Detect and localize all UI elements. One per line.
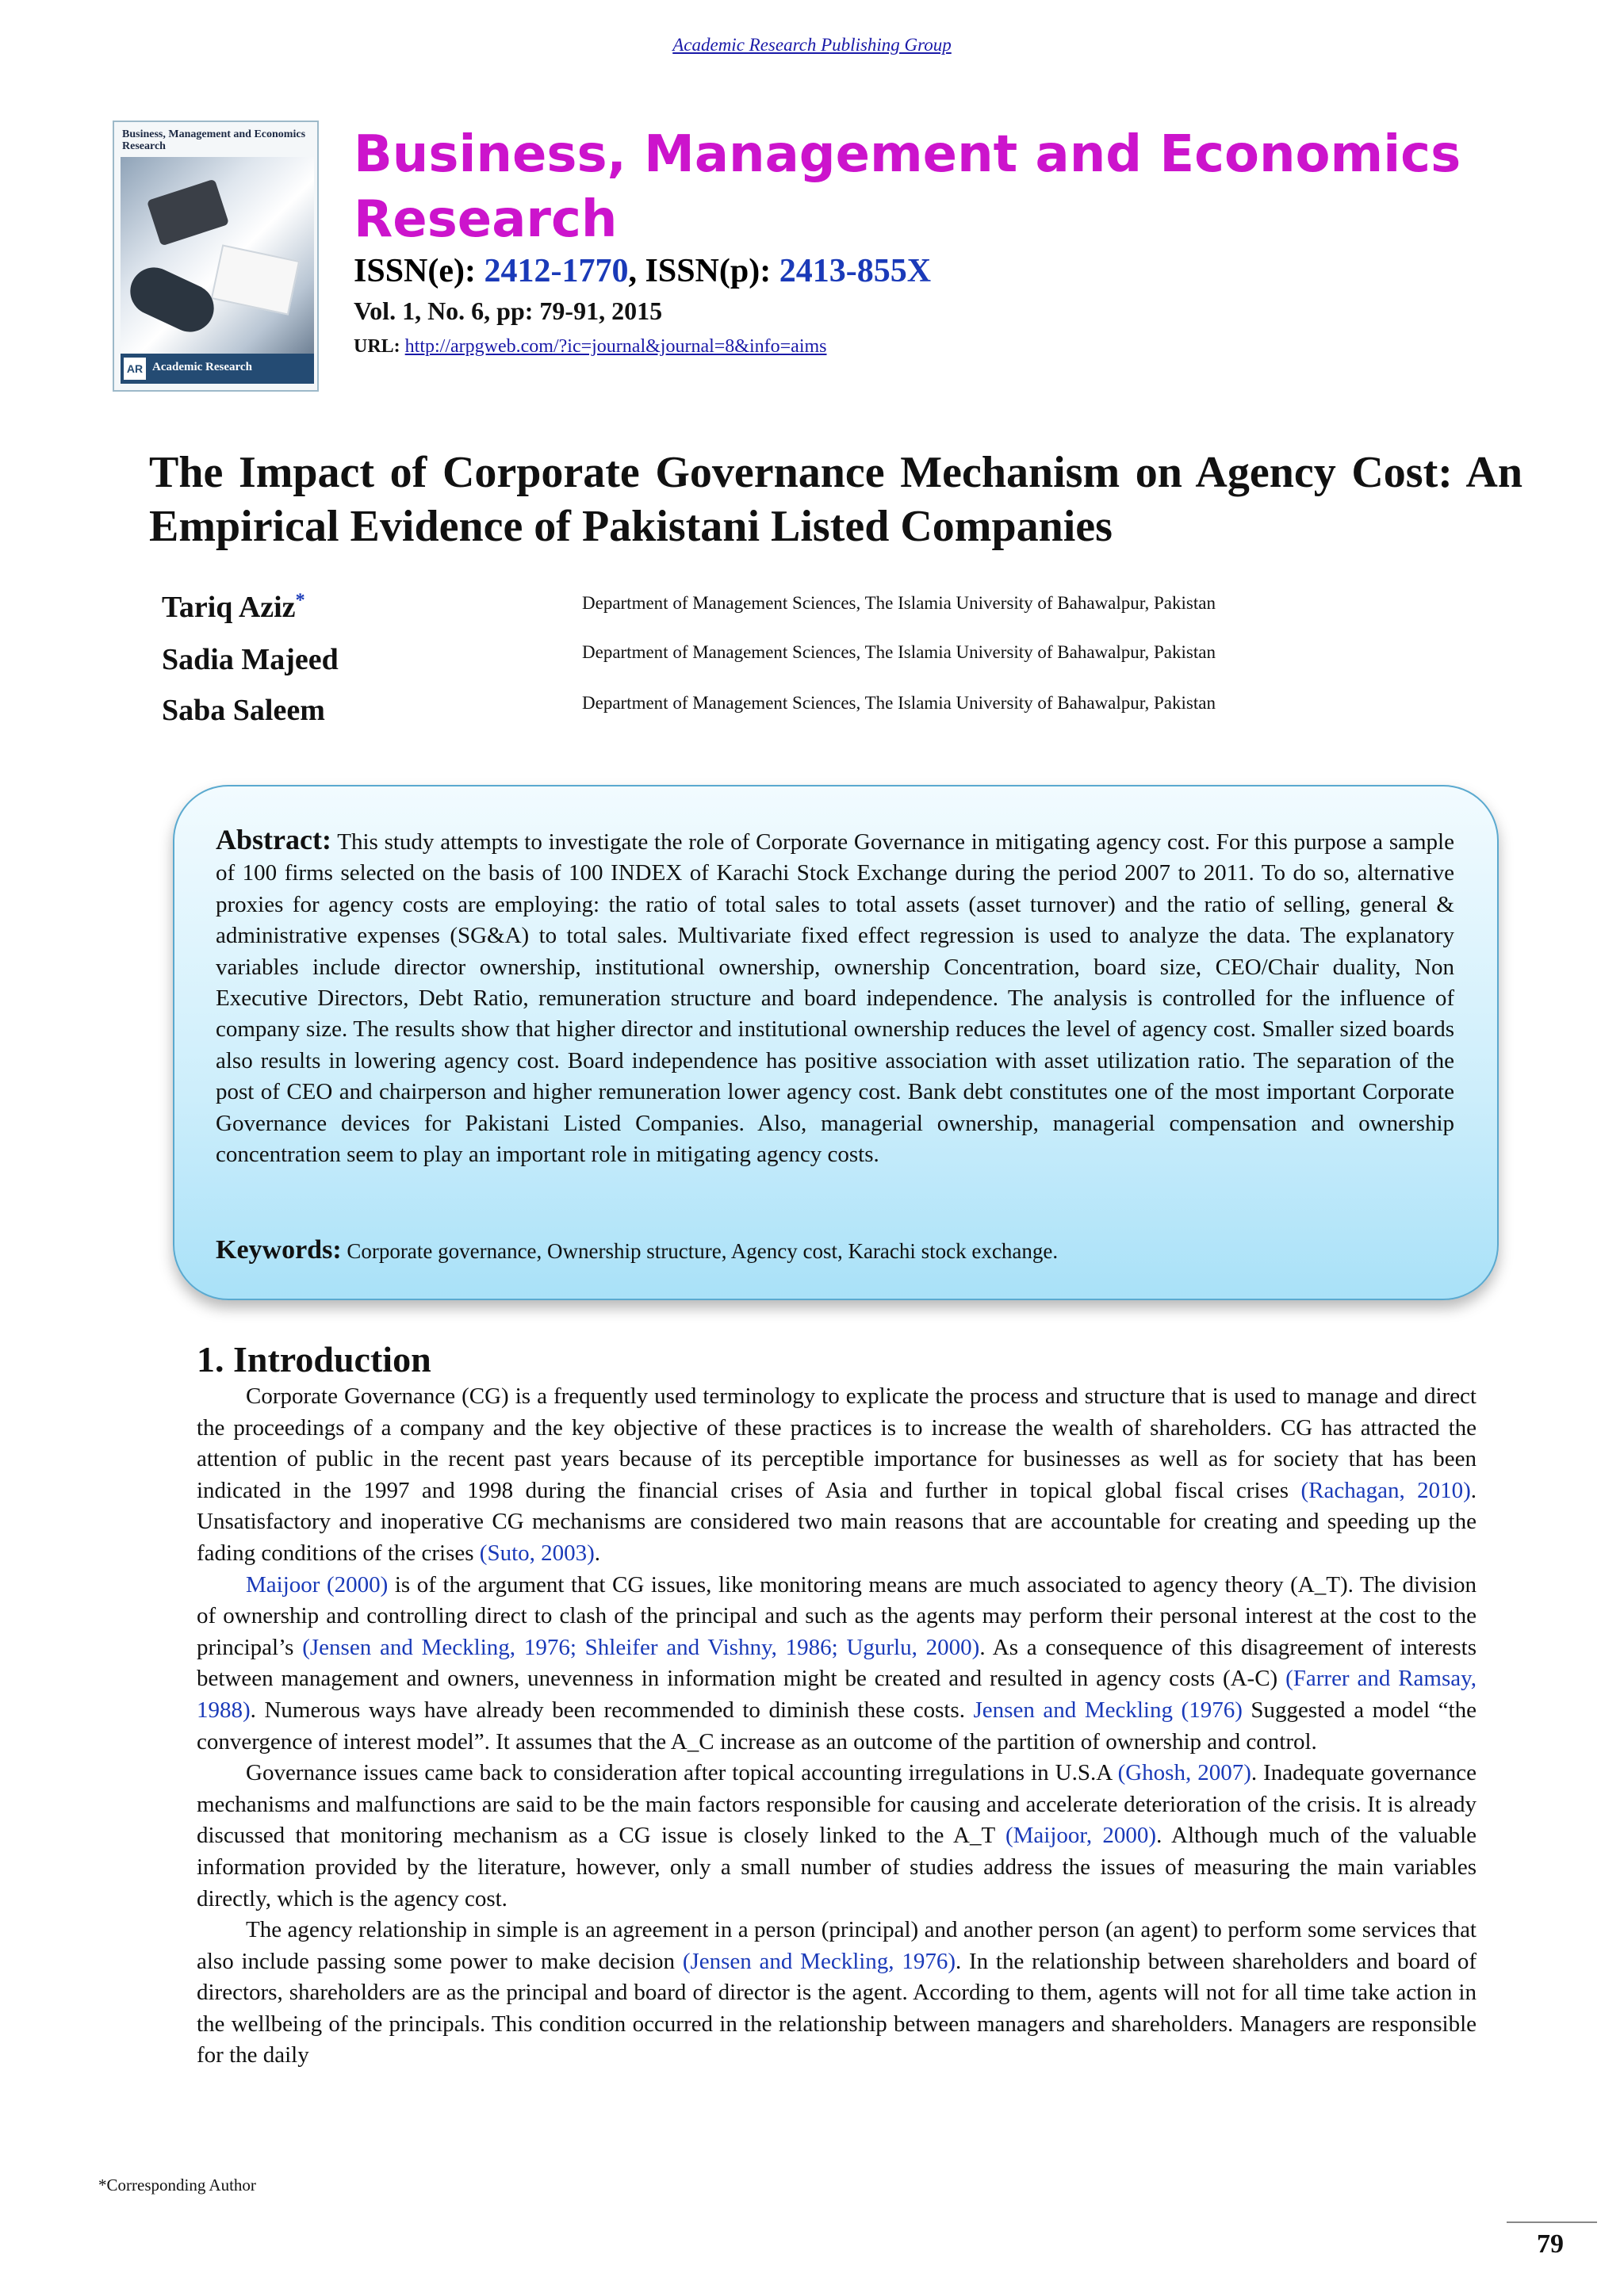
text: . Numerous ways have already been recommended to diminish these costs. <box>250 1697 974 1723</box>
journal-url-link[interactable]: http://arpgweb.com/?ic=journal&journal=8&info=aims <box>404 336 827 357</box>
publisher-link[interactable]: Academic Research Publishing Group <box>672 35 952 55</box>
abstract-body: This study attempts to investigate the role of Corporate Governance in mitigating agency cost. For this purpose a sample of 100 firms selected on the basis of 100 INDEX of Karachi Stock Exchange during the period 2007 to 2011. To do so, alternative proxies for agency costs are employing: the ratio of total sales to total assets (asset turnover) and the ratio of selling, general & administrative expenses (SG&A) to total sales. Multivariate fixed effect regression is used to analyze the data. The explanatory variables include director ownership, institutional ownership, ownership Concentration, board size, CEO/Chair duality, Non Executive Directors, Debt Ratio, remuneration structure and board independence. The analysis is controlled for the influence of company size. The results show that higher director and institutional ownership reduces the level of agency cost. Smaller sized boards also results in lowering agency cost. Board independence has positive association with asset utilization ratio. The separation of the post of CEO and chairperson and higher remuneration lower agency cost. Bank debt constitutes one of the most important Corporate Governance devices for Pakistani Listed Companies. Also, managerial ownership, managerial compensation and ownership concentration seem to play an important role in mitigating agency costs. <box>216 829 1454 1168</box>
author-2-name: Sadia Majeed <box>162 643 339 676</box>
citation-link[interactable]: (Jensen and Meckling, 1976; Shleifer and Vishny, 1986; Ugurlu, 2000) <box>302 1634 980 1660</box>
text: Governance issues came back to consideration after topical accounting irregulations in U.S.A <box>246 1760 1118 1786</box>
paragraph <box>197 1381 1477 1570</box>
citation-link[interactable]: Jensen and Meckling (1976) <box>973 1697 1243 1723</box>
issn-p-value: 2413-855X <box>779 253 932 289</box>
keywords <box>216 1235 1454 1265</box>
issn-e-label: ISSN(e): <box>354 253 485 289</box>
introduction-body <box>197 1381 1477 2072</box>
volume-info: Vol. 1, No. 6, pp: 79-91, 2015 <box>354 297 663 325</box>
citation-link[interactable]: Maijoor (2000) <box>246 1571 389 1598</box>
text: The agency relationship in simple is an agreement in a person (principal) and another person (an agent) to perform some services that also include passing some power to make decision <box>197 1917 1477 1974</box>
citation-link[interactable]: (Maijoor, 2000) <box>1005 1823 1157 1849</box>
text: . Unsatisfactory and inoperative CG mechanisms are considered two main reasons that are accountable for creating and speeding up the fading conditions of the crises <box>197 1477 1477 1566</box>
text: . Inadequate governance mechanisms and malfunctions are said to be the main factors responsible for causing and accelerate deterioration of the crisis. It is already discussed that monitoring mechanism as a CG issue is closely linked to the A_T <box>197 1760 1477 1849</box>
author-3-affiliation: Department of Management Sciences, The Islamia University of Bahawalpur, Pakistan <box>582 693 1216 713</box>
paragraph <box>197 1758 1477 1915</box>
journal-url-line <box>354 336 827 358</box>
keywords-label: Keywords: <box>216 1235 342 1265</box>
citation-link[interactable]: (Farrer and Ramsay, 1988) <box>197 1666 1477 1723</box>
author-1-name: Tariq Aziz <box>162 591 296 624</box>
cover-photo <box>121 157 314 355</box>
text: . <box>594 1540 601 1566</box>
cover-footer <box>121 354 314 384</box>
section-heading-introduction: 1. Introduction <box>197 1339 431 1380</box>
url-label: URL: <box>354 336 405 357</box>
author-3-name: Saba Saleem <box>162 694 325 727</box>
citation-link[interactable]: (Jensen and Meckling, 1976) <box>682 1948 956 1974</box>
journal-title: Business, Management and Economics Research <box>354 125 1461 249</box>
issn-p-label: , ISSN(p): <box>628 253 779 289</box>
author-name <box>162 642 339 677</box>
abstract-label: Abstract: <box>216 824 331 855</box>
cover-publisher-name: Academic Research <box>152 361 252 373</box>
author-name <box>162 590 305 625</box>
corresponding-author-footnote: *Corresponding Author <box>98 2175 256 2195</box>
text: Corporate Governance (CG) is a frequently used terminology to explicate the process and structure that is used to manage and direct the proceedings of a company and the key objective of these practices is to increase the wealth of shareholders. CG has attracted the attention of public in the recent past years because of its perceptible importance for businesses as well as for society that has been indicated in the 1997 and 1998 during the financial crises of Asia and further in topical global fiscal crises <box>197 1383 1477 1503</box>
page-number-rule <box>1507 2221 1597 2223</box>
text: is of the argument that CG issues, like monitoring means are much associated to agency theory (A_T). The division of ownership and controlling direct to clash of the principal and such as the agents may perform their personal interest at the cost to the principal’s <box>197 1571 1477 1660</box>
citation-link[interactable]: (Rachagan, 2010) <box>1300 1477 1471 1503</box>
paragraph <box>197 1570 1477 1758</box>
paragraph <box>197 1915 1477 2072</box>
text: . In the relationship between shareholders and board of directors, shareholders are as the principal and board of director is the agent. According to them, agents will not for all time take action in the wellbeing of the principals. This condition occurred in the relationship between managers and shareholders. Managers are responsible for the daily <box>197 1948 1477 2068</box>
text: . As a consequence of this disagreement of interests between management and owners, unevenness in information might be created and resulted in agency costs (A-C) <box>197 1634 1477 1692</box>
author-1-affiliation: Department of Management Sciences, The Islamia University of Bahawalpur, Pakistan <box>582 593 1216 613</box>
issn-line <box>354 252 931 290</box>
paper-title: The Impact of Corporate Governance Mechanism on Agency Cost: An Empirical Evidence of Pakistani Listed Companies <box>149 448 1522 551</box>
abstract <box>216 825 1454 1170</box>
issn-e-value: 2412-1770 <box>484 253 629 289</box>
keywords-list: Corporate governance, Ownership structure, Agency cost, Karachi stock exchange. <box>347 1239 1059 1263</box>
citation-link[interactable]: (Suto, 2003) <box>479 1540 595 1566</box>
author-2-affiliation: Department of Management Sciences, The Islamia University of Bahawalpur, Pakistan <box>582 642 1216 662</box>
corresponding-mark: * <box>295 590 305 611</box>
author-name <box>162 693 325 728</box>
page-number: 79 <box>1537 2229 1564 2259</box>
text: . Although much of the valuable information provided by the literature, however, only a small number of studies address the issues of measuring the main variables directly, which is the agency cost. <box>197 1823 1477 1911</box>
publisher-logo-icon: AR <box>124 358 146 380</box>
cover-title: Business, Management and Economics Research <box>122 128 306 152</box>
text: Suggested a model “the convergence of interest model”. It assumes that the A_C increase as an outcome of the partition of ownership and control. <box>197 1697 1477 1755</box>
journal-cover-image <box>113 121 319 392</box>
citation-link[interactable]: (Ghosh, 2007) <box>1117 1760 1251 1786</box>
